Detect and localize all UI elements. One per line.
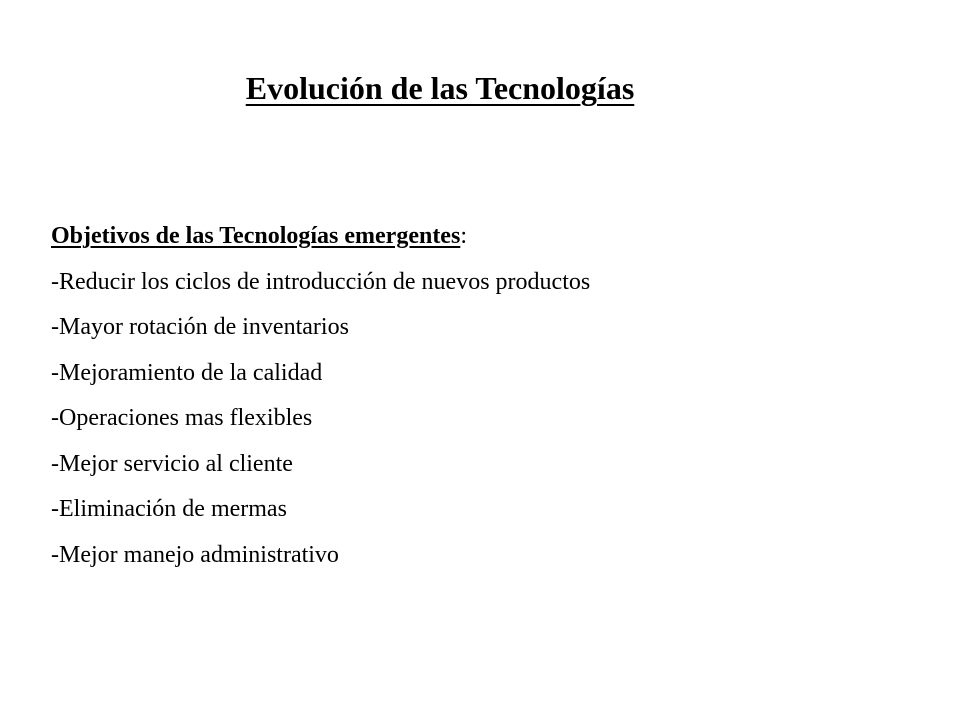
objective-item: -Mejoramiento de la calidad — [51, 359, 323, 386]
subtitle-line — [51, 214, 911, 260]
objective-item: -Mejor manejo administrativo — [51, 541, 339, 568]
objective-item: -Eliminación de mermas — [51, 496, 287, 522]
objectives-list — [51, 260, 911, 579]
slide-title: Evolución de las Tecnologías — [245, 70, 635, 106]
slide-body — [51, 214, 911, 578]
objective-item: -Reducir los ciclos de introducción de nuevos productos — [51, 268, 591, 295]
objective-item: -Operaciones mas flexibles — [51, 405, 313, 431]
objective-item: -Mejor servicio al cliente — [51, 450, 293, 477]
objectives-heading: Objetivos de las Tecnologías emergentes — [51, 223, 461, 249]
objectives-heading-colon: : — [460, 223, 467, 249]
objective-item: -Mayor rotación de inventarios — [51, 314, 349, 340]
